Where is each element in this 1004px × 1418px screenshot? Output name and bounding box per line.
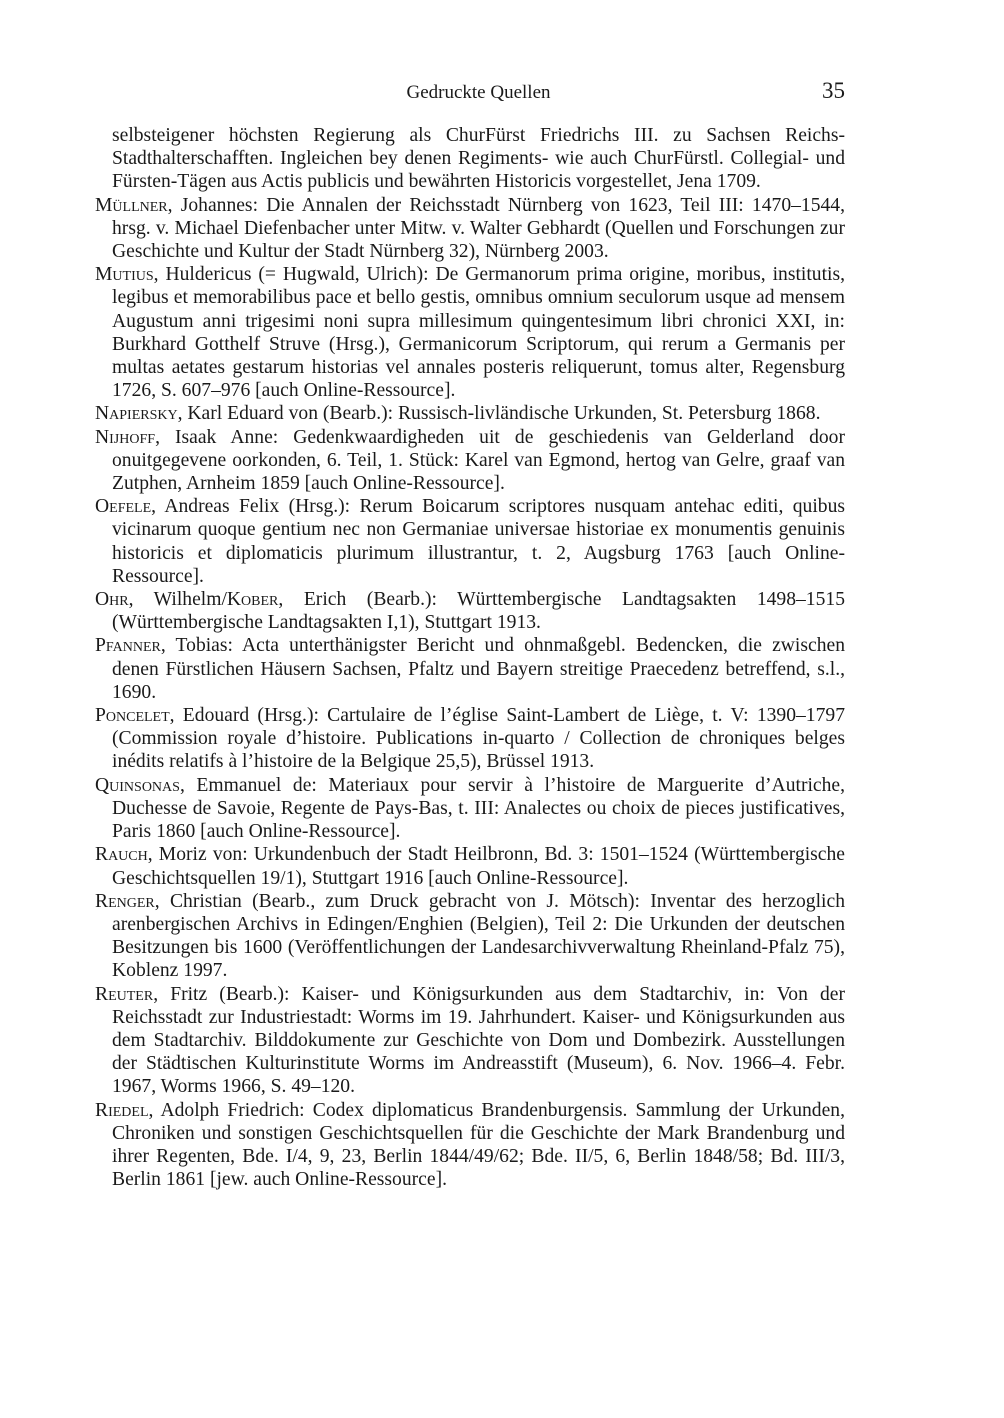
entry-author: Müllner xyxy=(95,194,168,216)
entry-text: , Karl Eduard von (Bearb.): Russisch-livländische Urkunden, St. Petersburg 1868. xyxy=(177,403,821,425)
entry-text: , Andreas Felix (Hrsg.): Rerum Boicarum scriptores nusquam antehac editi, quibus vicinarum quoque gentium nec non Germaniae universae historiae ex monumentis genuinis historicis et diplomaticis plurimum illustrantur, t. 2, Augsburg 1763 [auch Online-Ressource]. xyxy=(112,496,845,587)
running-title: Gedruckte Quellen xyxy=(406,82,551,103)
bibliography-entry xyxy=(95,426,845,496)
entry-text: , Isaak Anne: Gedenkwaardigheden uit de geschiedenis van Gelderland door onuitgegevene oorkonden, 6. Teil, 1. Stück: Karel van Egmond, hertog van Gelre, graaf van Zutphen, Arnheim 1859 [auch Online-Ressource]. xyxy=(112,426,845,495)
bibliography-entry xyxy=(95,588,845,634)
entry-text: , Adolph Friedrich: Codex diplomaticus Brandenburgensis. Sammlung der Urkunden, Chroniken und sonstigen Geschichtsquellen für die Geschichte der Mark Brandenburg und ihrer Regenten, Bde. I/4, 9, 23, Berlin 1844/49/62; Bde. II/5, 6, Berlin 1848/58; Bd. III/3, Berlin 1861 [jew. auch Online-Ressource]. xyxy=(112,1099,845,1191)
entry-author: Pfanner xyxy=(95,635,161,657)
bibliography-entry xyxy=(95,774,845,844)
entry-author: Napiersky xyxy=(95,403,178,425)
bibliography-entry xyxy=(95,704,845,774)
entry-text: , Christian (Bearb., zum Druck gebracht von J. Mötsch): Inventar des herzoglich arenbergischen Archivs in Edingen/Enghien (Belgien), Teil 2: Die Urkunden der deutschen Besitzungen bis 1600 (Veröffentlichungen der Landesarchivverwaltung Rheinland-Pfalz 75), Koblenz 1997. xyxy=(112,890,845,982)
entry-text: , Edouard (Hrsg.): Cartulaire de l’église Saint-Lambert de Liège, t. V: 1390–1797 (Commission royale d’histoire. Publications in-quarto / Collection de chroniques belges inédits relatifs à l’histoire de la Belgique 25,5), Brüssel 1913. xyxy=(112,705,845,773)
bibliography-list xyxy=(95,124,845,1191)
bibliography-entry xyxy=(95,402,845,425)
entry-text: , Emmanuel de: Materiaux pour servir à l’histoire de Marguerite d’Autriche, Duchesse de Savoie, Regente de Pays-Bas, t. III: Analectes ou choix de pieces justificatives, Paris 1860 [auch Online-Ressource]. xyxy=(112,774,845,843)
entry-author: Renger xyxy=(95,890,155,912)
bibliography-entry xyxy=(95,890,845,983)
entry-text: , Fritz (Bearb.): Kaiser- und Königsurkunden aus dem Stadtarchiv, in: Von der Reichsstadt zur Industriestadt: Worms im 19. Jahrhundert. Kaiser- und Königsurkunden aus dem Stadtarchiv. Bilddokumente zur Geschichte von Dom und Dombezirk. Ausstellungen der Städtischen Kulturinstitute Worms im Andreasstift (Museum), 6. Nov. 1966–4. Febr. 1967, Worms 1966, S. 49–120. xyxy=(112,983,845,1098)
entry-author: Poncelet xyxy=(95,705,170,727)
entry-author: Mutius xyxy=(95,264,154,286)
bibliography-entry xyxy=(95,983,845,1099)
bibliography-entry xyxy=(95,263,845,402)
bibliography-entry xyxy=(95,495,845,588)
bibliography-entry xyxy=(95,634,845,704)
entry-text: , Johannes: Die Annalen der Reichsstadt Nürnberg von 1623, Teil III: 1470–1544, hrsg. v. Michael Diefenbacher unter Mitw. v. Walter Gebhardt (Quellen und Forschungen zur Geschichte und Kultur der Stadt Nürnberg 32), Nürnberg 2003. xyxy=(112,194,845,263)
entry-text: , Moriz von: Urkundenbuch der Stadt Heilbronn, Bd. 3: 1501–1524 (Württembergische Geschichtsquellen 19/1), Stuttgart 1916 [auch Online-Ressource]. xyxy=(112,844,845,889)
page-header xyxy=(112,78,845,108)
entry-author: Riedel xyxy=(95,1099,149,1121)
entry-text-second: , Erich (Bearb.): Württembergische Landtagsakten 1498–1515 (Württembergische Landtagsakten I,1), Stuttgart 1913. xyxy=(112,589,845,634)
entry-author: Reuter xyxy=(95,983,154,1005)
entry-text: , Wilhelm/ xyxy=(128,589,227,611)
entry-author: Quinsonas xyxy=(95,774,180,796)
bibliography-entry-continuation: selbsteigener höchsten Regierung als ChurFürst Friedrichs III. zu Sachsen Reichs-Stadthalterschafften. Ingleichen bey denen Regiments- wie auch ChurFürstl. Collegial- und Fürsten-Tägen aus Actis publicis und bewährten Historicis vorgestellet, Jena 1709. xyxy=(112,125,845,193)
page-number: 35 xyxy=(822,78,845,103)
entry-text: , Huldericus (= Hugwald, Ulrich): De Germanorum prima origine, moribus, institutis, legibus et memorabilibus pace et bello gestis, omnibus omnium seculorum usque ad mensem Augustum anni trigesimi noni supra millesimum quingentesimum libri chronici XXI, in: Burkhard Gotthelf Struve (Hrsg.), Germanicorum Scriptorum, qui rerum a Germanis per multas aetates gestarum historias vel annales posteris reliquerunt, tomus alter, Regensburg 1726, S. 607–976 [auch Online-Ressource]. xyxy=(112,264,845,402)
entry-author: Rauch xyxy=(95,844,148,866)
bibliography-entry xyxy=(95,843,845,889)
entry-text: , Tobias: Acta unterthänigster Bericht und ohnmaßgebl. Bedencken, die zwischen denen Fürstlichen Häusern Sachsen, Pfaltz und Bayern streitige Praecedenz betreffend, s.l., 1690. xyxy=(112,635,845,703)
bibliography-entry xyxy=(95,194,845,264)
entry-author: Oefele xyxy=(95,496,152,518)
entry-author-second: Kober xyxy=(226,589,279,611)
bibliography-entry xyxy=(95,1099,845,1192)
entry-author: Ohr xyxy=(95,589,129,611)
entry-author: Nijhoff xyxy=(95,426,156,448)
